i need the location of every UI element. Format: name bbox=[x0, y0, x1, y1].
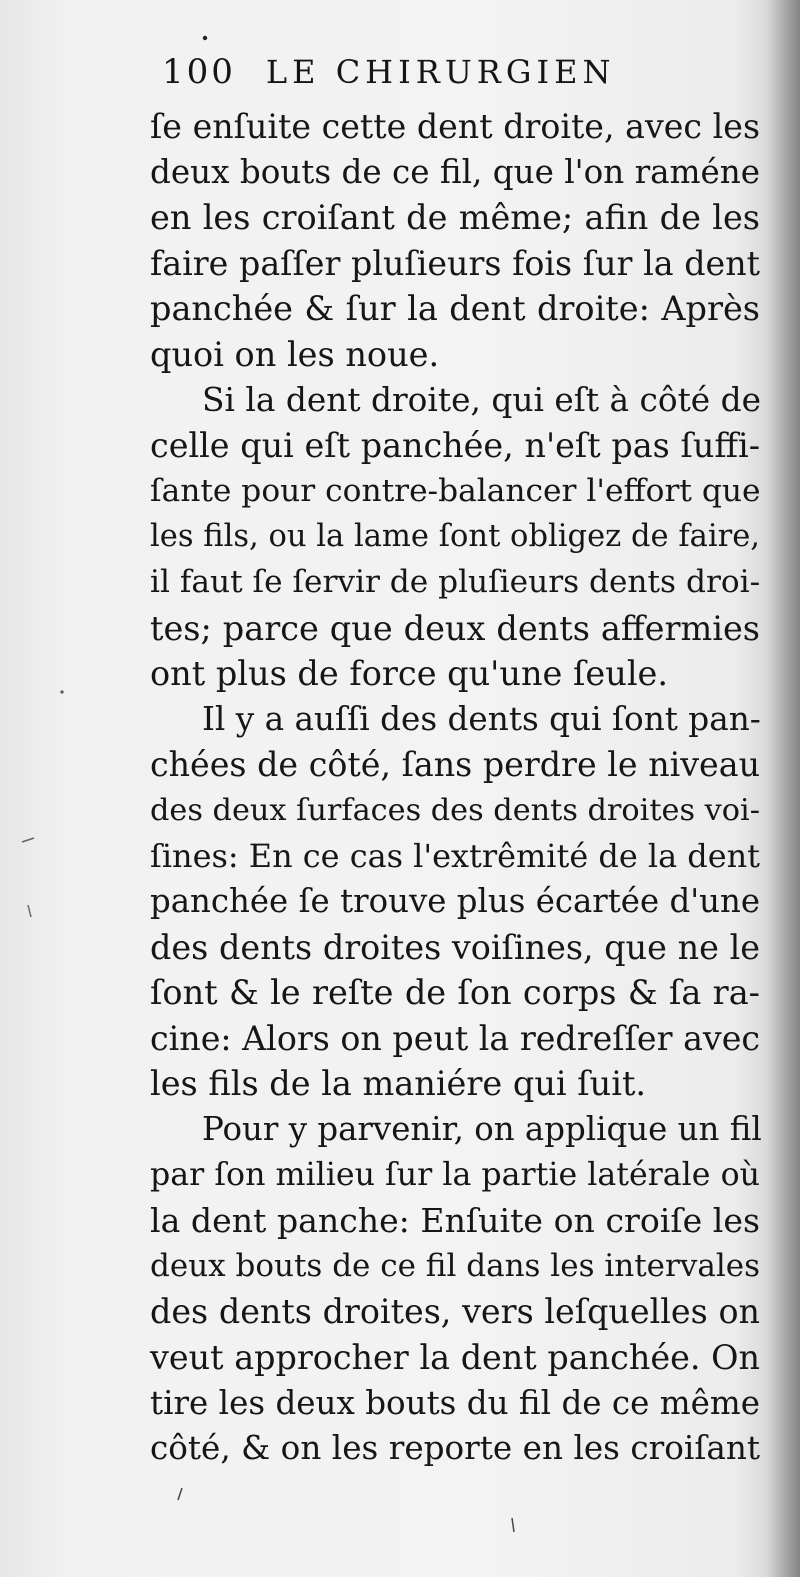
text-line: panchée & ſur la dent droite: Après bbox=[150, 289, 760, 329]
text-line: celle qui eſt panchée, n'eſt pas ſuffi- bbox=[150, 426, 760, 466]
speck bbox=[178, 1488, 182, 1500]
text-line: Il y a auſſi des dents qui ſont pan- bbox=[202, 699, 761, 738]
text-line: deux bouts de ce fil, que l'on raméne bbox=[150, 152, 760, 191]
text-line: ſante pour contre-balancer l'effort que bbox=[150, 472, 761, 509]
text-line: deux bouts de ce fil dans les intervales bbox=[150, 1247, 760, 1284]
speck bbox=[22, 838, 34, 842]
page-number: 100 bbox=[162, 52, 236, 92]
text-line: Pour y parvenir, on applique un fil bbox=[202, 1110, 762, 1149]
text-line: ont plus de force qu'une ſeule. bbox=[150, 654, 669, 694]
text-line: ſont & le reſte de ſon corps & ſa ra- bbox=[150, 973, 760, 1013]
speck bbox=[512, 1518, 514, 1532]
speck bbox=[28, 905, 31, 917]
running-title: LE CHIRURGIEN bbox=[265, 53, 616, 91]
text-line: quoi on les noue. bbox=[150, 334, 440, 374]
text-line: des dents droites voiſines, que ne le bbox=[150, 927, 760, 967]
text-line: par ſon milieu ſur la partie latérale où bbox=[150, 1156, 760, 1193]
text-line: veut approcher la dent panchée. On bbox=[150, 1338, 760, 1378]
text-line: des deux ſurfaces des dents droites voi- bbox=[150, 792, 760, 828]
text-line: Si la dent droite, qui eſt à côté de bbox=[202, 380, 762, 419]
text-line: en les croiſant de même; afin de les bbox=[150, 198, 760, 238]
text-line: ſe enſuite cette dent droite, avec les bbox=[150, 107, 760, 146]
text-line: les fils, ou la lame ſont obligez de faire, bbox=[150, 519, 760, 555]
text-line: côté, & on les reporte en les croiſant bbox=[150, 1429, 760, 1468]
text-line: les fils de la maniére qui ſuit. bbox=[150, 1064, 647, 1104]
text-line: tire les deux bouts du fil de ce même bbox=[150, 1383, 760, 1422]
text-line: ſines: En ce cas l'extrêmité de la dent bbox=[150, 836, 760, 875]
text-line: faire paſſer pluſieurs fois ſur la dent bbox=[150, 243, 760, 283]
text-line: panchée ſe trouve plus écartée d'une bbox=[150, 882, 760, 921]
text-line: la dent panche: Enſuite on croiſe les bbox=[150, 1201, 760, 1241]
text-line: tes; parce que deux dents affermies bbox=[150, 608, 760, 648]
speck bbox=[203, 36, 207, 40]
text-line: des dents droites, vers leſquelles on bbox=[150, 1292, 760, 1332]
speck bbox=[60, 690, 63, 693]
text-line: chées de côté, ſans perdre le niveau bbox=[150, 745, 760, 785]
text-line: il faut ſe ſervir de pluſieurs dents droi- bbox=[150, 563, 761, 600]
text-line: cine: Alors on peut la redreſſer avec bbox=[150, 1018, 761, 1058]
